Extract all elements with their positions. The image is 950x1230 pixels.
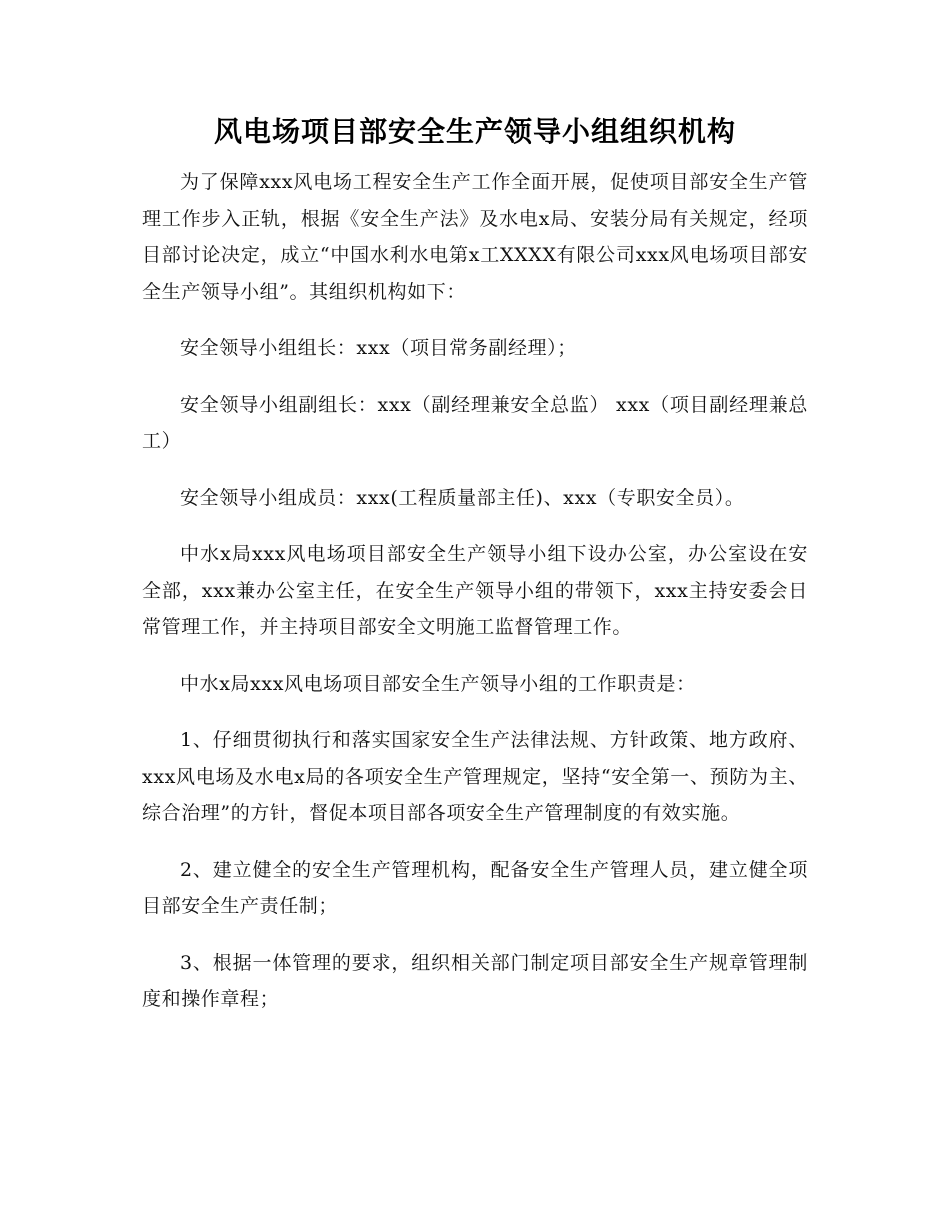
paragraph-members: 安全领导小组成员：xxx(工程质量部主任)、xxx（专职安全员）。 [180, 486, 745, 509]
paragraph-duty-1: 1、仔细贯彻执行和落实国家安全生产法律法规、方针政策、地方政府、xxx风电场及水电x局的各项安全生产管理规定，坚持“安全第一、预防为主、综合治理”的方针，督促本项目部各项安全生产管理制度的有效实施。 [142, 729, 808, 824]
paragraph-office: 中水x局xxx风电场项目部安全生产领导小组下设办公室，办公室设在安全部，xxx兼办公室主任，在安全生产领导小组的带领下，xxx主持安委会日常管理工作，并主持项目部安全文明施工监督管理工作。 [142, 543, 808, 638]
paragraph-duty-3: 3、根据一体管理的要求，组织相关部门制定项目部安全生产规章管理制度和操作章程； [142, 951, 808, 1010]
paragraph-leader: 安全领导小组组长：xxx（项目常务副经理）； [180, 337, 577, 359]
document-body [142, 164, 808, 1038]
document-title: 风电场项目部安全生产领导小组组织机构 [213, 115, 736, 148]
paragraph-duties-heading: 中水x局xxx风电场项目部安全生产领导小组的工作职责是： [180, 672, 696, 695]
paragraph-duty-2: 2、建立健全的安全生产管理机构，配备安全生产管理人员，建立健全项目部安全生产责任制； [142, 858, 808, 917]
paragraph-intro: 为了保障xxx风电场工程安全生产工作全面开展，促使项目部安全生产管理工作步入正轨，根据《安全生产法》及水电x局、安装分局有关规定，经项目部讨论决定，成立“中国水利水电第x工XXXX有限公司xxx风电场项目部安全生产领导小组”。其组织机构如下： [142, 171, 808, 303]
paragraph-deputy-leader: 安全领导小组副组长：xxx（副经理兼安全总监） xxx（项目副经理兼总工） [142, 393, 808, 452]
